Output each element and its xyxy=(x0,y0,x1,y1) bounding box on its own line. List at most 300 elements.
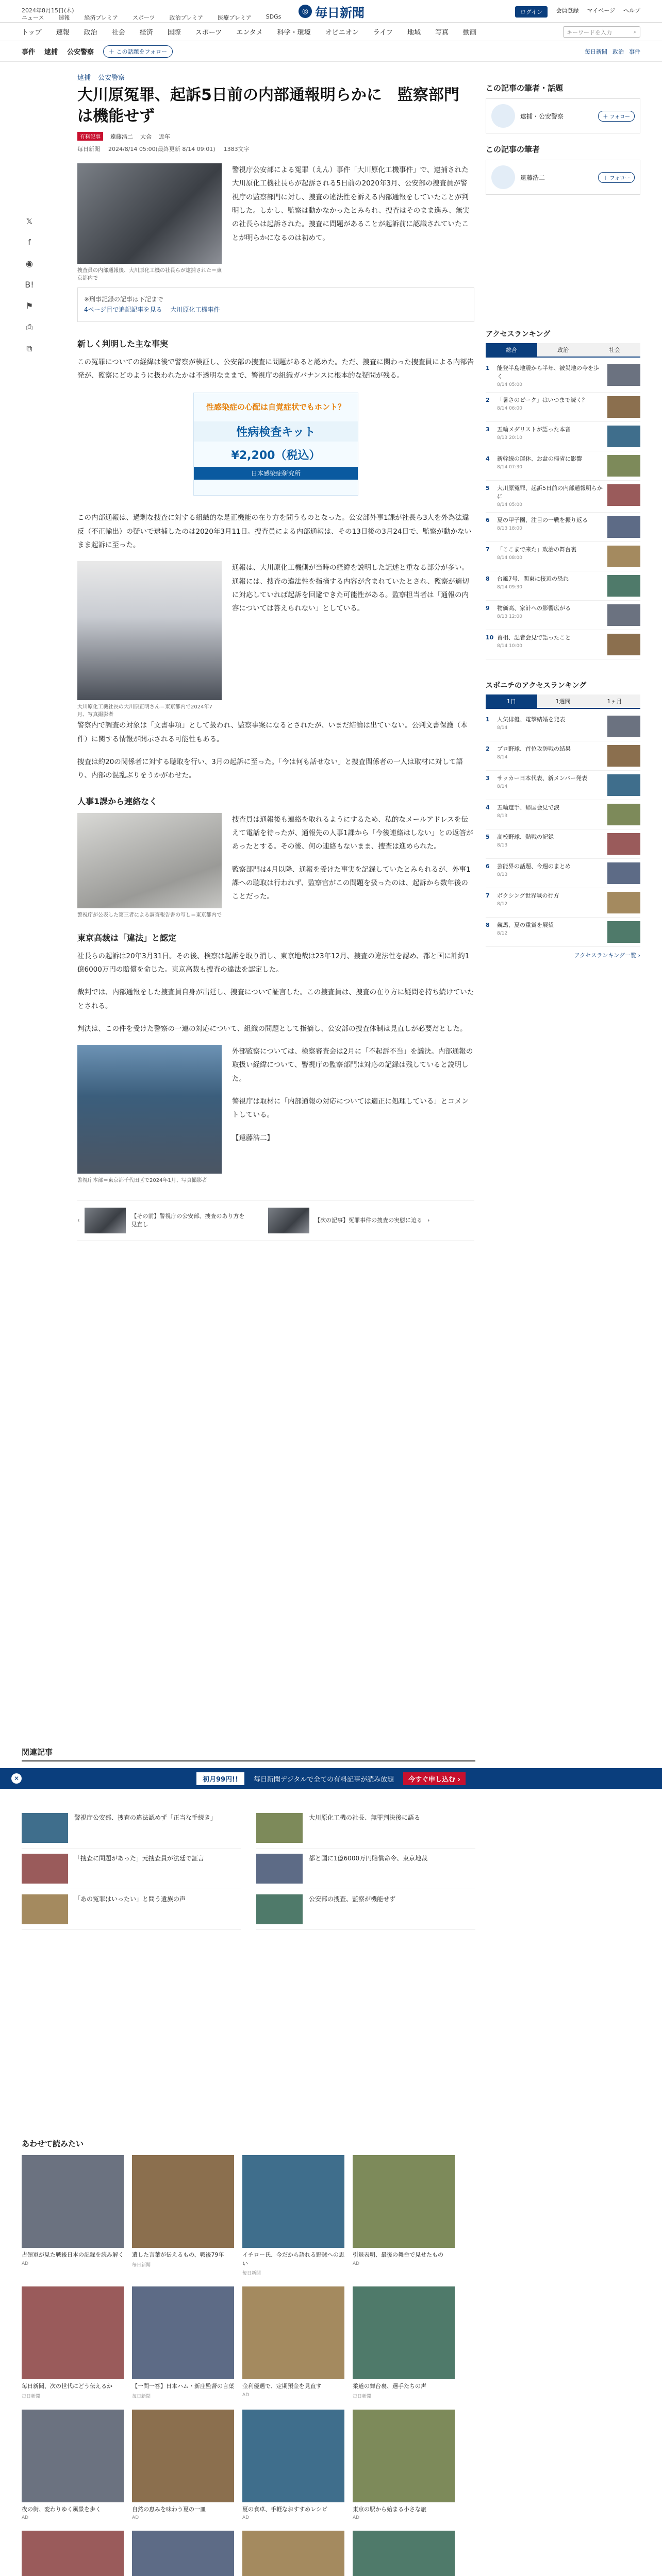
related-title: 「あの冤罪はいったい」と問う遺族の声 xyxy=(74,1895,186,1903)
related-item[interactable] xyxy=(22,1808,241,1849)
recommended-card[interactable] xyxy=(353,2155,455,2276)
ranking-item[interactable] xyxy=(486,542,640,571)
lead-figure xyxy=(77,163,222,282)
nav-item[interactable]: 動画 xyxy=(462,29,476,37)
section-link[interactable]: 毎日新聞 xyxy=(585,48,607,55)
bookmark-icon[interactable]: ⚑ xyxy=(25,301,34,311)
photo-caption: 大川原化工機社長の大川原正明さん＝東京都内で2024年7月、写真撮影者 xyxy=(77,704,212,718)
rank-number: 2 xyxy=(486,396,490,403)
section-item[interactable]: 公安警察 xyxy=(67,48,94,56)
rank-date: 8/13 18:00 xyxy=(497,526,523,531)
paragraph: 外部監察については、検察審査会は2月に「不起訴不当」を議決。内部通報の取扱い経緯について、警視庁の監察部門は対応の記録は残していると説明した。 xyxy=(232,1047,473,1083)
paragraph: 通報は、大川原化工機側が当時の経緯を説明した記述と重なる部分が多い。通報には、捜査の違法性を指摘する内容が含まれていたとされ、監察が適切に対応していれば起訴を回避できた可能性がある。監察担当者は「通報の内容については答えられない」としている。 xyxy=(232,564,469,613)
section-nav xyxy=(0,41,662,62)
recommended-card[interactable] xyxy=(132,2155,234,2276)
rank-number: 8 xyxy=(486,575,490,582)
recommended-card[interactable] xyxy=(132,2531,234,2576)
card-title: 金利優遇で、定期預金を見直す xyxy=(242,2383,322,2389)
related-title: 「捜査に問題があった」元捜査員が法廷で証言 xyxy=(74,1855,204,1862)
tab-society[interactable]: 社会 xyxy=(589,343,640,357)
rank-text xyxy=(497,455,603,477)
rank-thumb xyxy=(607,862,640,884)
article-meta xyxy=(77,145,474,153)
card-source: 毎日新聞 xyxy=(353,2394,372,2399)
author-name[interactable]: 大合 xyxy=(140,133,152,140)
logo-text: 毎日新聞 xyxy=(315,5,365,20)
notice-link[interactable]: 大川原化工機事件 xyxy=(170,306,220,314)
paragraph: この冤罪についての経緯は後で警察が検証し、公安部の捜査に問題があると認めた。ただ、捜査に関わった捜査員による内部告発が、監察にどのように扱われたかは不透明なままで、警視庁の組織ガバナンスに根本的な疑問が残る。 xyxy=(77,358,474,380)
card-thumb xyxy=(22,2286,124,2379)
tab-month[interactable]: 1ヶ月 xyxy=(589,694,640,708)
rank-text xyxy=(497,716,603,737)
section-link[interactable]: 政治 xyxy=(613,48,624,55)
rank-title: 五輪メダリストが語った本音 xyxy=(497,426,571,433)
rank-text xyxy=(497,833,603,855)
header-link[interactable]: スポーツ xyxy=(133,14,155,21)
tag-link[interactable]: 逮捕 xyxy=(77,74,91,82)
recommended-card[interactable] xyxy=(242,2410,344,2521)
rank-text xyxy=(497,921,603,943)
card-source: 毎日新聞 xyxy=(22,2394,41,2399)
paragraph: 監察部門は4月以降、通報を受けた事実を記録していたとみられるが、外事1課への聴取は行われず、監察官がこの問題を扱ったのは、起訴から数年後のことだった。 xyxy=(232,865,471,901)
recommended-card[interactable] xyxy=(132,2286,234,2399)
section-item[interactable]: 逮捕 xyxy=(44,48,58,56)
rank-title: 高校野球、熱戦の記録 xyxy=(497,833,554,840)
header-links xyxy=(22,13,281,22)
copy-icon[interactable]: ⧉ xyxy=(26,344,32,353)
rank-thumb xyxy=(607,364,640,386)
related-thumb xyxy=(256,1854,303,1884)
nav-item[interactable]: エンタメ xyxy=(236,29,263,37)
rank-date: 8/14 05:00 xyxy=(497,382,523,387)
follow-button[interactable]: ＋ フォロー xyxy=(598,111,635,122)
recommended-card[interactable] xyxy=(353,2286,455,2399)
sidebar-heading: この記事の筆者 xyxy=(486,145,540,154)
card-thumb xyxy=(353,2531,455,2576)
rank-date: 8/13 12:00 xyxy=(497,614,523,619)
chevron-right-icon: › xyxy=(427,1216,430,1224)
follow-button[interactable]: ＋ フォロー xyxy=(598,172,635,183)
rank-thumb xyxy=(607,634,640,655)
nav-item[interactable]: ライフ xyxy=(373,29,393,37)
rank-thumb xyxy=(607,604,640,626)
header-link[interactable]: ニュース xyxy=(22,14,44,21)
header-link[interactable]: 速報 xyxy=(58,14,70,21)
nav-item[interactable]: 科学・環境 xyxy=(277,29,311,37)
global-nav xyxy=(0,23,662,41)
rank-title: 競馬、夏の重賞を展望 xyxy=(497,921,554,928)
related-item[interactable] xyxy=(22,1849,241,1889)
card-source: AD xyxy=(242,2515,250,2520)
document-photo[interactable] xyxy=(77,813,222,908)
card-thumb xyxy=(242,2155,344,2248)
card-title: イチロー氏、今だから語れる野球への思い xyxy=(242,2251,344,2267)
logo-mark-icon: ◎ xyxy=(299,5,312,18)
card-title: 夜の街、変わりゆく風景を歩く xyxy=(22,2505,101,2513)
rank-date: 8/12 xyxy=(497,930,508,936)
rank-thumb xyxy=(607,774,640,796)
rank-text xyxy=(497,484,603,509)
rank-text xyxy=(497,604,603,626)
rank-thumb xyxy=(607,575,640,597)
ranking-item[interactable] xyxy=(486,571,640,601)
related-thumb xyxy=(256,1813,303,1843)
card-source: 毎日新聞 xyxy=(132,2262,151,2268)
tab-politics[interactable]: 政治 xyxy=(537,343,589,357)
ranking-heading: アクセスランキング xyxy=(486,330,551,338)
rank-thumb xyxy=(607,921,640,943)
recommended-card[interactable] xyxy=(22,2531,124,2576)
rank-number: 5 xyxy=(486,484,490,492)
rank-title: 台風7号、関東に接近の恐れ xyxy=(497,575,569,582)
rank-title: 「暑さのピーク」はいつまで続く？ xyxy=(497,396,588,403)
author-name[interactable]: 近年 xyxy=(159,133,170,140)
ranking-item[interactable] xyxy=(486,451,640,481)
person-photo[interactable] xyxy=(77,561,222,700)
figure-row xyxy=(77,561,474,719)
section-item[interactable]: 事件 xyxy=(22,48,36,56)
card-thumb xyxy=(242,2410,344,2502)
rank-date: 8/14 05:00 xyxy=(497,502,523,507)
rank-thumb xyxy=(607,426,640,447)
card-thumb xyxy=(353,2410,455,2502)
rank-date: 8/14 xyxy=(497,725,508,731)
ranking-item[interactable] xyxy=(486,918,640,947)
tab-week[interactable]: 1週間 xyxy=(537,694,589,708)
rank-number: 7 xyxy=(486,546,490,553)
rank-number: 8 xyxy=(486,921,490,928)
card-title: 自然の恵みを味わう夏の一皿 xyxy=(132,2505,206,2513)
ranking-more-link[interactable]: アクセスランキング一覧 › xyxy=(574,952,640,959)
related-thumb xyxy=(22,1894,68,1924)
rank-text xyxy=(497,396,603,418)
recommended-card[interactable] xyxy=(22,2155,124,2276)
related-item[interactable] xyxy=(256,1808,475,1849)
related-item[interactable] xyxy=(256,1889,475,1930)
author-name[interactable]: 遠藤浩二 xyxy=(520,174,545,181)
related-title: 大川原化工機の社長、無罪判決後に語る xyxy=(309,1814,421,1821)
topic-name[interactable]: 逮捕・公安警察 xyxy=(520,112,564,120)
publisher: 毎日新聞 xyxy=(77,146,100,152)
rank-number: 7 xyxy=(486,892,490,899)
ad-price: ¥2,200（税込） xyxy=(231,449,321,463)
related-item[interactable] xyxy=(22,1889,241,1930)
avatar xyxy=(491,165,515,189)
section-links xyxy=(585,47,640,56)
figure xyxy=(77,813,222,919)
ranking-item[interactable] xyxy=(486,800,640,829)
subheading: 東京高裁は「違法」と認定 xyxy=(77,933,177,943)
figure-row xyxy=(77,813,474,919)
card-source: 毎日新聞 xyxy=(132,2394,151,2399)
rank-thumb xyxy=(607,716,640,737)
lead-section xyxy=(77,163,474,282)
rank-title: ボクシング世界戦の行方 xyxy=(497,892,559,899)
recommended-card[interactable] xyxy=(132,2410,234,2521)
rank-text xyxy=(497,364,603,388)
header-link[interactable]: SDGs xyxy=(266,13,282,20)
related-title: 警視庁公安部、捜査の違法認めず「正当な手続き」 xyxy=(74,1814,217,1821)
next-article-link[interactable] xyxy=(268,1208,438,1233)
ranking-box xyxy=(486,329,640,659)
ranking-item[interactable] xyxy=(486,630,640,659)
rank-number: 3 xyxy=(486,774,490,782)
nav-item[interactable]: 写真 xyxy=(435,29,449,37)
photo-caption: 警視庁本部＝東京都千代田区で2024年1月、写真撮影者 xyxy=(77,1178,207,1184)
rank-date: 8/14 07:30 xyxy=(497,464,523,470)
nav-item[interactable]: 速報 xyxy=(56,29,70,37)
card-source: AD xyxy=(353,2515,360,2520)
rank-number: 9 xyxy=(486,604,490,612)
recommended-grid xyxy=(22,2155,455,2576)
card-title: 毎日新聞、次の世代にどう伝えるか xyxy=(22,2383,112,2389)
card-title: 東京の駅から始まる小さな旅 xyxy=(353,2505,426,2513)
author-name[interactable]: 遠藤浩二 xyxy=(110,133,133,140)
chevron-left-icon: ‹ xyxy=(77,1216,80,1224)
author-card xyxy=(486,160,640,195)
recommended-card[interactable] xyxy=(242,2286,344,2399)
search-input[interactable] xyxy=(563,26,640,38)
next-title: 【次の記事】冤罪事件の捜査の実態に迫る xyxy=(315,1216,422,1224)
card-title: 占領軍が見た戦後日本の記録を読み解く xyxy=(22,2251,124,2258)
next-thumb xyxy=(268,1208,309,1233)
nav-item[interactable]: 国際 xyxy=(167,29,181,37)
register-link[interactable]: 会員登録 xyxy=(556,7,579,14)
recommended-card[interactable] xyxy=(242,2531,344,2576)
lead-paragraph: 警視庁公安部による冤罪（えん）事件「大川原化工機事件」で、逮捕された大川原化工機社長らが起訴される5日前の2020年3月、公安部の捜査員が警視庁の監察部門に対し、捜査の違法性を訴える内部通報をしていたことが判明した。しかし、監察は動かなかったとみられ、捜査はそのまま進み、無実の社長らは起訴された。捜査に問題があることが起訴前に認識されていたことが明らかになるのは初めて。 xyxy=(232,166,470,242)
ranking-item[interactable] xyxy=(486,888,640,918)
related-heading: 関連記事 xyxy=(22,1747,475,1761)
rank-number: 1 xyxy=(486,365,490,371)
print-icon[interactable]: ⎙ xyxy=(26,322,33,332)
rank-text xyxy=(497,546,603,567)
rank-title: 能登半島地震から半年、被災地の今を歩く xyxy=(497,365,599,380)
recommended-card[interactable] xyxy=(242,2155,344,2276)
login-button[interactable]: ログイン xyxy=(515,6,548,18)
ranking-item[interactable] xyxy=(486,712,640,741)
card-thumb xyxy=(132,2531,234,2576)
rank-thumb xyxy=(607,484,640,506)
ranking-item[interactable] xyxy=(486,393,640,422)
hatena-icon[interactable]: B! xyxy=(25,280,34,290)
rank-number: 6 xyxy=(486,862,490,870)
ad-headline: 性感染症の心配は自覚症状でもホント？ xyxy=(206,402,345,412)
tag-link[interactable]: 公安警察 xyxy=(98,74,125,82)
topic-avatar xyxy=(491,104,515,128)
rank-thumb xyxy=(607,516,640,538)
search-icon[interactable]: ⌕ xyxy=(633,28,637,35)
subheading: 新しく判明した主な事実 xyxy=(77,338,169,349)
header-date: 2024年8月15日(木) xyxy=(22,7,74,14)
tab-total[interactable]: 総合 xyxy=(486,343,537,357)
paragraph: 社長らの起訴は20年3月31日。その後、検察は起訴を取り消し、東京地裁は23年12月、捜査の違法性を認め、都と国に計約1億6000万円の賠償を命じた。東京高裁も捜査の違法を認定した。 xyxy=(77,952,470,974)
ranking-item[interactable] xyxy=(486,481,640,513)
subscribe-button[interactable]: 今すぐ申し込む › xyxy=(403,1772,466,1785)
rank-thumb xyxy=(607,546,640,567)
related-thumb xyxy=(22,1813,68,1843)
ranking-item[interactable] xyxy=(486,422,640,451)
header-link[interactable]: 経済プレミア xyxy=(84,14,119,21)
building-photo[interactable] xyxy=(77,1045,222,1174)
rank-title: 物価高、家計への影響広がる xyxy=(497,604,571,612)
related-thumb xyxy=(22,1854,68,1884)
card-thumb xyxy=(22,2410,124,2502)
notice-box xyxy=(77,287,474,322)
card-title: 引退表明、最後の舞台で見せたもの xyxy=(353,2251,443,2258)
rank-thumb xyxy=(607,455,640,477)
rank-number: 10 xyxy=(486,634,494,641)
rank-title: 新幹線の運休、お盆の帰省に影響 xyxy=(497,455,582,462)
close-icon[interactable]: ✕ xyxy=(11,1773,22,1784)
ranking-item[interactable] xyxy=(486,361,640,393)
banner-offer: 初月99円!! xyxy=(196,1772,244,1785)
prev-thumb xyxy=(85,1208,126,1233)
lead-photo[interactable] xyxy=(77,163,222,264)
help-link[interactable]: ヘルプ xyxy=(623,7,640,14)
topic-card xyxy=(486,98,640,133)
rank-title: 夏の甲子園、注目の一戦を振り返る xyxy=(497,516,588,523)
rank-date: 8/13 xyxy=(497,872,508,877)
rank-number: 3 xyxy=(486,426,490,433)
rank-number: 6 xyxy=(486,516,490,523)
facebook-icon[interactable]: f xyxy=(28,238,31,247)
card-thumb xyxy=(132,2155,234,2248)
ad-sponsor: 日本感染症研究所 xyxy=(194,467,358,480)
rank-title: 五輪選手、帰国会見で涙 xyxy=(497,804,559,811)
card-title: 夏の食卓、手軽なおすすめレシピ xyxy=(242,2505,327,2513)
nav-item[interactable]: 社会 xyxy=(111,29,125,37)
rank-number: 5 xyxy=(486,833,490,840)
card-thumb xyxy=(242,2531,344,2576)
text-column xyxy=(232,813,474,919)
notice-text: ※刑事記録の記事は下記まで xyxy=(84,296,164,303)
subheading: 人事1課から連絡なく xyxy=(77,796,158,806)
ranking-item[interactable] xyxy=(486,771,640,800)
paragraph: 捜査員は通報後も連絡を取れるようにするため、私的なメールアドレスを伝えて電話を待ったが、通報先の人事1課から「今後連絡はしない」との返答があったとする。その後、何の連絡もないまま、捜査は進められた。 xyxy=(232,815,473,851)
prev-next-nav xyxy=(77,1200,474,1241)
rank-text xyxy=(497,745,603,767)
signature: 【遠藤浩二】 xyxy=(232,1133,274,1142)
related-title: 都と国に1億6000万円賠償命令、東京地裁 xyxy=(309,1855,428,1862)
prev-article-link[interactable] xyxy=(77,1208,247,1233)
x-icon[interactable]: 𝕏 xyxy=(26,216,33,226)
nav-item[interactable]: トップ xyxy=(22,29,42,37)
rank-date: 8/14 xyxy=(497,754,508,760)
rank-text xyxy=(497,892,603,913)
rank-thumb xyxy=(607,833,640,855)
card-thumb xyxy=(132,2410,234,2502)
rank-text xyxy=(497,634,603,655)
recommended-card[interactable] xyxy=(22,2286,124,2399)
subscribe-banner[interactable] xyxy=(0,1768,662,1789)
rank-title: 首相、記者会見で語ったこと xyxy=(497,634,571,641)
rank-date: 8/12 xyxy=(497,901,508,907)
ranking-tabs xyxy=(486,343,640,358)
article xyxy=(77,72,474,1257)
rank-text xyxy=(497,426,603,447)
paragraph: 判決は、この件を受けた警察の一連の対応について、組織の問題として指摘し、公安部の捜査体制は見直しが必要だとした。 xyxy=(77,1024,467,1033)
rank-date: 8/13 xyxy=(497,842,508,848)
ranking-item[interactable] xyxy=(486,513,640,542)
rank-thumb xyxy=(607,804,640,825)
card-thumb xyxy=(242,2286,344,2379)
rank-thumb xyxy=(607,396,640,418)
figure xyxy=(77,561,222,719)
ad-banner[interactable] xyxy=(193,393,358,496)
rank-number: 4 xyxy=(486,455,490,462)
nav-item[interactable]: 政治 xyxy=(84,29,97,37)
related-item[interactable] xyxy=(256,1849,475,1889)
rank-text xyxy=(497,804,603,825)
line-icon[interactable]: ◉ xyxy=(26,259,33,268)
search-placeholder: キーワードを入力 xyxy=(567,29,612,36)
paragraph: 警視庁は取材に「内部通報の対応については適正に処理している」とコメントしている。 xyxy=(232,1097,469,1120)
recommended-card[interactable] xyxy=(22,2410,124,2521)
card-thumb xyxy=(353,2286,455,2379)
card-source: 毎日新聞 xyxy=(242,2271,261,2276)
ranking-item[interactable] xyxy=(486,859,640,888)
related-title: 公安部の捜査、監察が機能せず xyxy=(309,1895,396,1903)
recommended-section xyxy=(22,2138,455,2576)
article-title: 大川原冤罪、起訴5日前の内部通報明らかに 監察部門は機能せず xyxy=(77,86,459,125)
mypage-link[interactable]: マイページ xyxy=(587,7,615,14)
header-link[interactable]: 医療プレミア xyxy=(218,14,252,21)
card-thumb xyxy=(22,2155,124,2248)
ranking-item[interactable] xyxy=(486,829,640,859)
rank-text xyxy=(497,575,603,597)
related-thumb xyxy=(256,1894,303,1924)
rank-text xyxy=(497,516,603,538)
card-source: AD xyxy=(132,2515,139,2520)
prev-title: 【その前】警視庁の公安部、捜査のあり方を見直し xyxy=(131,1212,245,1228)
rank-date: 8/14 10:00 xyxy=(497,643,523,649)
related-grid xyxy=(22,1808,475,1930)
tab-day[interactable]: 1日 xyxy=(486,694,537,708)
site-logo[interactable] xyxy=(277,3,386,20)
rank-date: 8/14 06:00 xyxy=(497,405,523,411)
photo-caption: 警視庁が公表した第三者による調査報告書の写し＝東京都内で xyxy=(77,912,222,918)
card-thumb xyxy=(132,2286,234,2379)
nav-item[interactable]: 経済 xyxy=(139,29,153,37)
article-tags xyxy=(77,72,474,82)
nav-item[interactable]: オピニオン xyxy=(325,29,359,37)
paragraph: 裁判では、内部通報をした捜査員自身が出廷し、捜査について証言した。この捜査員は、捜査の在り方に疑問を持ち続けていたとされる。 xyxy=(77,988,474,1010)
char-count: 1383文字 xyxy=(223,146,250,152)
header-right xyxy=(515,6,640,18)
sidebar xyxy=(486,72,640,959)
ranking-item[interactable] xyxy=(486,741,640,771)
premium-badge: 有料記事 xyxy=(77,132,103,141)
topic-follow-button[interactable]: ＋ この話題をフォロー xyxy=(103,45,173,58)
rank-title: プロ野球、首位攻防戦の結果 xyxy=(497,745,571,752)
byline xyxy=(77,132,474,141)
nav-item[interactable]: 地域 xyxy=(407,29,421,37)
nav-item[interactable]: スポーツ xyxy=(195,29,222,37)
rank-date: 8/13 xyxy=(497,813,508,819)
header-link[interactable]: 政治プレミア xyxy=(169,14,204,21)
recommended-card[interactable] xyxy=(353,2410,455,2521)
ranking-list xyxy=(486,361,640,659)
sports-ranking-box xyxy=(486,680,640,959)
ranking-item[interactable] xyxy=(486,601,640,630)
notice-links xyxy=(84,304,468,315)
notice-link[interactable]: 4ページ目で追記記事を見る xyxy=(84,306,162,314)
recommended-card[interactable] xyxy=(353,2531,455,2576)
rank-thumb xyxy=(607,745,640,767)
card-title: 遺した言葉が伝えるもの、戦後79年 xyxy=(132,2251,224,2258)
section-link[interactable]: 事件 xyxy=(629,48,640,55)
rank-title: 芸能界の話題、今週のまとめ xyxy=(497,862,571,870)
